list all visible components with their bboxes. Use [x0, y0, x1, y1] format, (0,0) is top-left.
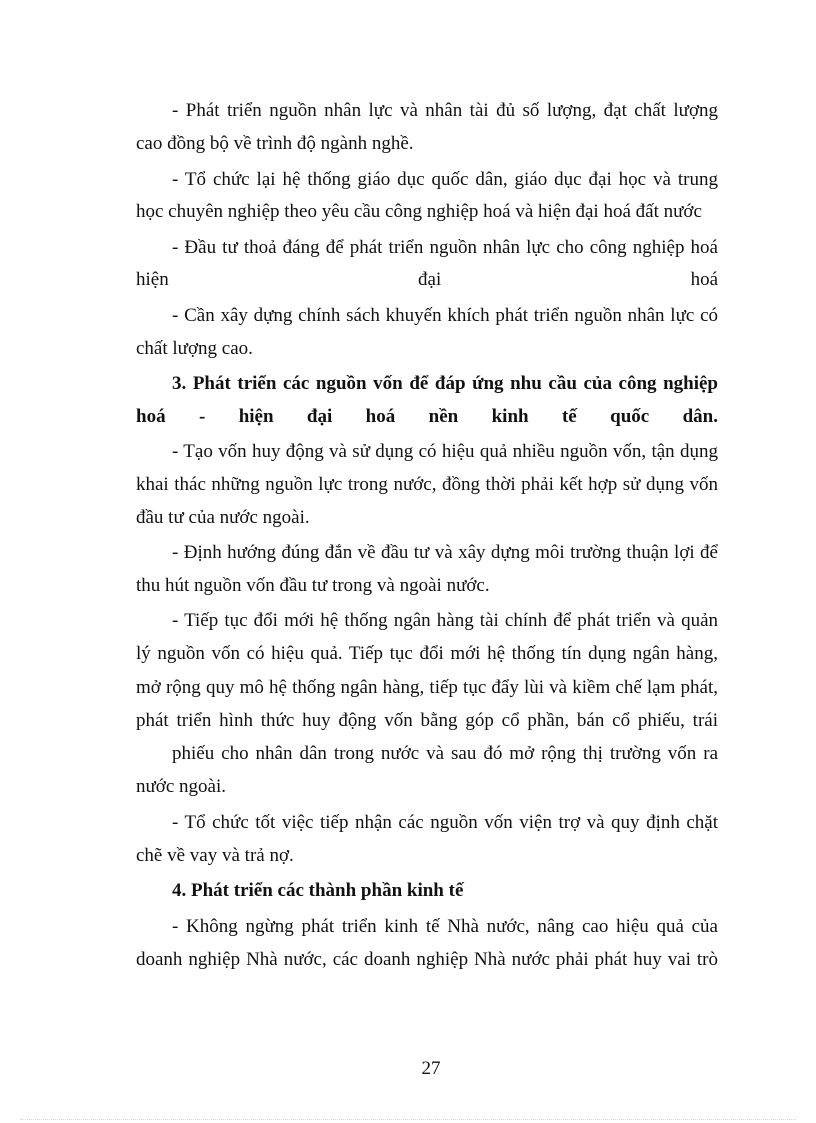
paragraph-line: - Định hướng đúng đắn về đầu tư và xây dựng môi trường thuận lợi để	[172, 542, 718, 563]
paragraph-line: - Cần xây dựng chính sách khuyến khích phát triển nguồn nhân lực có	[172, 305, 718, 326]
paragraph-line: - Không ngừng phát triển kinh tế Nhà nước, nâng cao hiệu quả của	[172, 916, 718, 937]
paragraph-line: lý nguồn vốn có hiệu quả. Tiếp tục đổi mới hệ thống tín dụng ngân hàng,	[136, 643, 718, 664]
paragraph-line: - Tạo vốn huy động và sử dụng có hiệu quả nhiều nguồn vốn, tận dụng	[172, 441, 718, 462]
paragraph-line: - Tổ chức tốt việc tiếp nhận các nguồn vốn viện trợ và quy định chặt	[172, 812, 718, 833]
paragraph-line: phiếu cho nhân dân trong nước và sau đó mở rộng thị trường vốn ra	[172, 743, 718, 764]
page-bottom-divider	[20, 1119, 796, 1120]
paragraph-line: mở rộng quy mô hệ thống ngân hàng, tiếp tục đẩy lùi và kiềm chế lạm phát,	[136, 677, 718, 698]
page-number: 27	[421, 1058, 441, 1079]
paragraph-line: chất lượng cao.	[136, 338, 253, 359]
paragraph-line: cao đồng bộ về trình độ ngành nghề.	[136, 133, 414, 154]
paragraph-line: doanh nghiệp Nhà nước, các doanh nghiệp Nhà nước phải phát huy vai trò	[136, 949, 718, 970]
paragraph-line: - Tổ chức lại hệ thống giáo dục quốc dân, giáo dục đại học và trung	[172, 169, 718, 190]
section-heading-line: 4. Phát triển các thành phần kinh tế	[172, 880, 464, 901]
paragraph-line: hiện đại hoá	[136, 269, 718, 290]
paragraph-line: đầu tư của nước ngoài.	[136, 507, 310, 528]
section-heading-line: hoá - hiện đại hoá nền kinh tế quốc dân.	[136, 406, 718, 427]
paragraph-line: khai thác những nguồn lực trong nước, đồng thời phải kết hợp sử dụng vốn	[136, 474, 718, 495]
paragraph-line: chẽ về vay và trả nợ.	[136, 845, 294, 866]
paragraph-line: - Tiếp tục đổi mới hệ thống ngân hàng tài chính để phát triển và quản	[172, 610, 718, 631]
paragraph-line: - Đầu tư thoả đáng để phát triển nguồn nhân lực cho công nghiệp hoá	[172, 237, 718, 258]
section-heading-line: 3. Phát triển các nguồn vốn để đáp ứng nhu cầu của công nghiệp	[172, 373, 718, 394]
paragraph-line: học chuyên nghiệp theo yêu cầu công nghiệp hoá và hiện đại hoá đất nước	[136, 201, 702, 222]
paragraph-line: phát triển hình thức huy động vốn bằng góp cổ phần, bán cổ phiếu, trái	[136, 710, 718, 731]
paragraph-line: thu hút nguồn vốn đầu tư trong và ngoài nước.	[136, 575, 490, 596]
paragraph-line: nước ngoài.	[136, 776, 226, 797]
paragraph-line: - Phát triển nguồn nhân lực và nhân tài đủ số lượng, đạt chất lượng	[172, 100, 718, 121]
